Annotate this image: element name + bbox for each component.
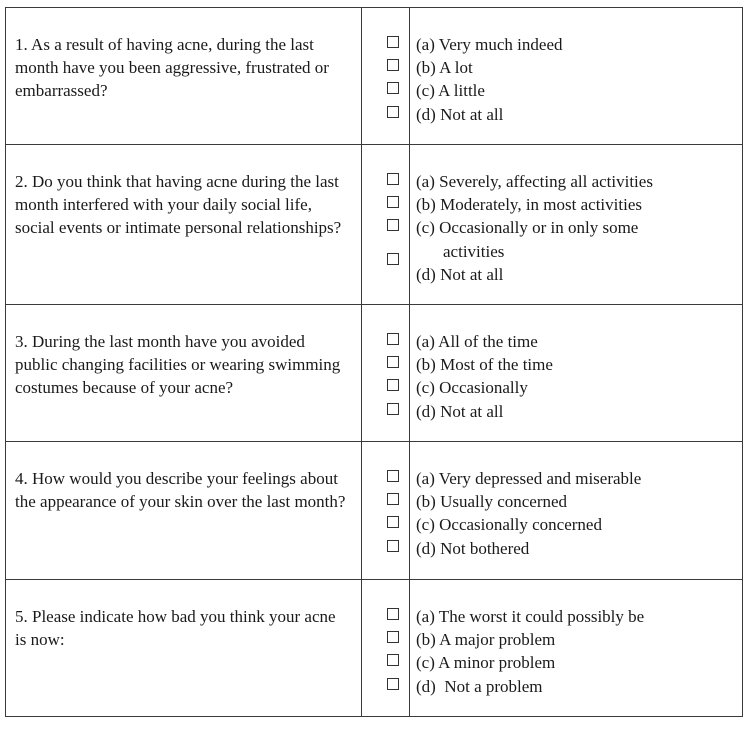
checkbox-q3-b[interactable] bbox=[387, 356, 399, 368]
question-text: 5. Please indicate how bad you think your acne is now: bbox=[15, 607, 336, 650]
checkbox-cell bbox=[362, 145, 410, 305]
checkbox-cell bbox=[362, 8, 410, 145]
checkbox-cell bbox=[362, 305, 410, 442]
option-label: (c) A minor problem bbox=[416, 653, 556, 673]
checkbox-q5-a[interactable] bbox=[387, 608, 399, 620]
checkbox-q2-d[interactable] bbox=[387, 253, 399, 265]
option-label: (b) Most of the time bbox=[416, 355, 553, 375]
option-label: (a) Severely, affecting all activities bbox=[416, 172, 653, 191]
option-label: (c) Occasionally bbox=[416, 378, 528, 398]
question-text: 4. How would you describe your feelings about the appearance of your skin over the last month? bbox=[15, 469, 346, 512]
question-row-3 bbox=[6, 305, 743, 442]
question-cell bbox=[6, 305, 362, 442]
checkbox-q3-d[interactable] bbox=[387, 403, 399, 415]
options-cell bbox=[410, 442, 743, 580]
option-label: (b) Moderately, in most activities bbox=[416, 195, 642, 215]
checkbox-q4-a[interactable] bbox=[387, 470, 399, 482]
question-row-5 bbox=[6, 580, 743, 717]
checkbox-q5-c[interactable] bbox=[387, 654, 399, 666]
option-label: (c) Occasionally or in only some bbox=[416, 218, 639, 238]
checkbox-q5-b[interactable] bbox=[387, 631, 399, 643]
checkbox-q1-a[interactable] bbox=[387, 36, 399, 48]
checkbox-q5-d[interactable] bbox=[387, 678, 399, 690]
question-text: 3. During the last month have you avoided public changing facilities or wearing swimming costumes because of your acne? bbox=[15, 332, 341, 398]
checkbox-q2-b[interactable] bbox=[387, 196, 399, 208]
checkbox-cell bbox=[362, 442, 410, 580]
options-cell bbox=[410, 8, 743, 145]
checkbox-q4-d[interactable] bbox=[387, 540, 399, 552]
checkbox-q1-d[interactable] bbox=[387, 106, 399, 118]
question-row-1 bbox=[6, 8, 743, 145]
option-label: (b) Usually concerned bbox=[416, 492, 568, 512]
options-cell bbox=[410, 145, 743, 305]
checkbox-q4-c[interactable] bbox=[387, 516, 399, 528]
option-label: (b) A lot bbox=[416, 58, 473, 78]
checkbox-q2-c[interactable] bbox=[387, 219, 399, 231]
option-label: (d) Not at all bbox=[416, 401, 504, 421]
checkbox-q4-b[interactable] bbox=[387, 493, 399, 505]
option-label: (b) A major problem bbox=[416, 630, 556, 650]
option-label: (c) A little bbox=[416, 81, 485, 101]
option-label-continuation: activities bbox=[443, 241, 505, 261]
checkbox-cell bbox=[362, 580, 410, 717]
option-label: (a) Very much indeed bbox=[416, 35, 563, 54]
option-label: (d) Not bothered bbox=[416, 538, 530, 558]
checkbox-q1-b[interactable] bbox=[387, 59, 399, 71]
question-text: 1. As a result of having acne, during the last month have you been aggressive, frustrated or embarrassed? bbox=[15, 35, 329, 101]
question-row-2 bbox=[6, 145, 743, 305]
options-cell bbox=[410, 305, 743, 442]
option-label: (a) The worst it could possibly be bbox=[416, 607, 645, 626]
option-label: (a) All of the time bbox=[416, 332, 538, 351]
question-row-4 bbox=[6, 442, 743, 580]
question-text: 2. Do you think that having acne during the last month interfered with your daily social life, social events or intimate personal relationships? bbox=[15, 172, 342, 238]
option-label: (c) Occasionally concerned bbox=[416, 515, 602, 535]
option-label: (a) Very depressed and miserable bbox=[416, 469, 642, 488]
checkbox-q3-a[interactable] bbox=[387, 333, 399, 345]
question-cell bbox=[6, 145, 362, 305]
question-cell bbox=[6, 580, 362, 717]
option-label: (d) Not at all bbox=[416, 104, 504, 124]
question-cell bbox=[6, 442, 362, 580]
acne-questionnaire-table bbox=[5, 7, 743, 717]
options-cell bbox=[410, 580, 743, 717]
question-cell bbox=[6, 8, 362, 145]
checkbox-q1-c[interactable] bbox=[387, 82, 399, 94]
option-label: (d) Not a problem bbox=[416, 676, 543, 696]
checkbox-q2-a[interactable] bbox=[387, 173, 399, 185]
option-label: (d) Not at all bbox=[416, 264, 504, 284]
checkbox-q3-c[interactable] bbox=[387, 379, 399, 391]
